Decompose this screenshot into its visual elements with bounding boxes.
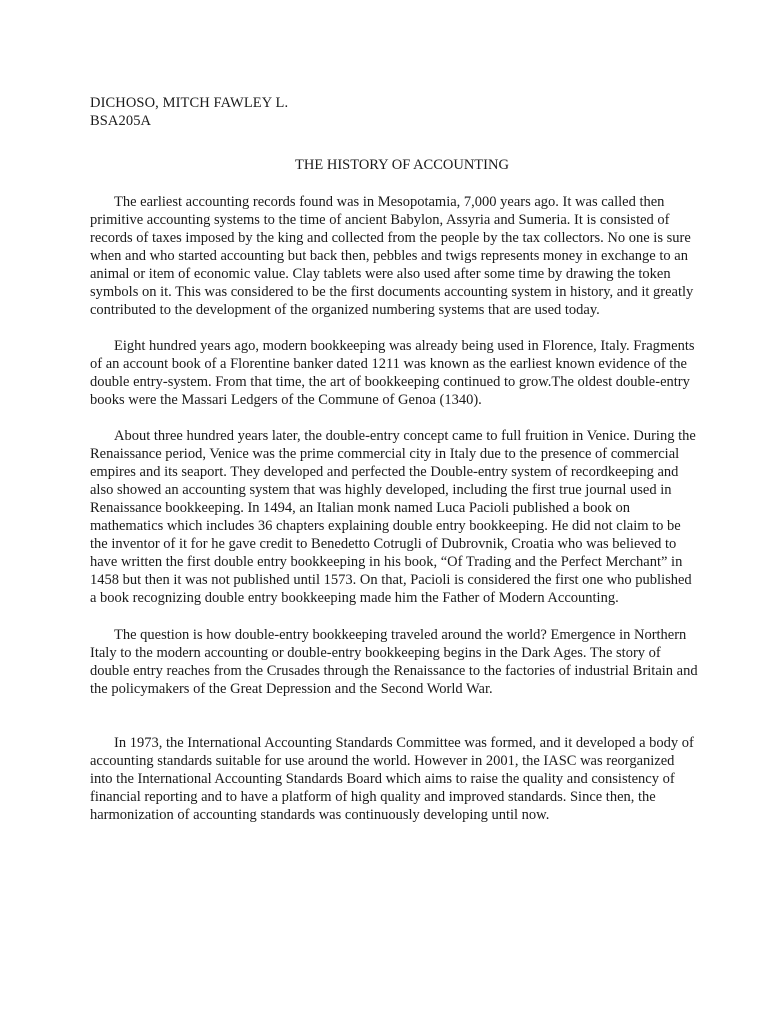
document-title: THE HISTORY OF ACCOUNTING — [295, 157, 509, 173]
paragraph-iasc: In 1973, the International Accounting Standards Committee was formed, and it developed a body of accounting standards suitable for use around the world. However in 2001, the IASC was reorganized into the International Accounting Standards Board which aims to raise the quality and consistency of financial reporting and to have a platform of high quality and improved standards. Since then, the harmonization of accounting standards was continuously developing until now. — [90, 735, 694, 823]
paragraph-spread: The question is how double-entry bookkeeping traveled around the world? Emergence in Northern Italy to the modern accounting or double-entry bookkeeping begins in the Dark Ages. The story of double entry reaches from the Crusades through the Renaissance to the factories of industrial Britain and the policymakers of the Great Depression and the Second World War. — [90, 627, 698, 697]
paragraph-florence: Eight hundred years ago, modern bookkeeping was already being used in Florence, Italy. Fragments of an account book of a Florentine banker dated 1211 was known as the earliest known evidence of the double entry-system. From that time, the art of bookkeeping continued to grow.The oldest double-entry books were the Massari Ledgers of the Commune of Genoa (1340). — [90, 338, 695, 408]
paragraph-venice: About three hundred years later, the double-entry concept came to full fruition in Venice. During the Renaissance period, Venice was the prime commercial city in Italy due to the presence of commercial empires and its seaport. They developed and perfected the Double-entry system of recordkeeping and also showed an accounting system that was highly developed, including the first true journal used in Renaissance bookkeeping. In 1494, an Italian monk named Luca Pacioli published a book on mathematics which includes 36 chapters explaining double entry bookkeeping. He did not claim to be the inventor of it for he gave credit to Benedetto Cotrugli of Dubrovnik, Croatia who was believed to have written the first double entry bookkeeping in his book, “Of Trading and the Perfect Merchant” in 1458 but then it was not published until 1573. On that, Pacioli is considered the first one who published a book recognizing double entry bookkeeping made him the Father of Modern Accounting. — [90, 428, 696, 606]
document-page — [90, 94, 700, 824]
paragraph-mesopotamia: The earliest accounting records found was in Mesopotamia, 7,000 years ago. It was called then primitive accounting systems to the time of ancient Babylon, Assyria and Sumeria. It is consisted of records of taxes imposed by the king and collected from the people by the tax collectors. No one is sure when and who started accounting but back then, pebbles and twigs represents money in exchange to an animal or item of economic value. Clay tablets were also used after some time by drawing the token symbols on it. This was considered to be the first documents accounting system in history, and it greatly contributed to the development of the organized numbering systems that are used today. — [90, 194, 694, 318]
author-section: BSA205A — [90, 113, 152, 129]
author-name: DICHOSO, MITCH FAWLEY L. — [90, 95, 289, 111]
